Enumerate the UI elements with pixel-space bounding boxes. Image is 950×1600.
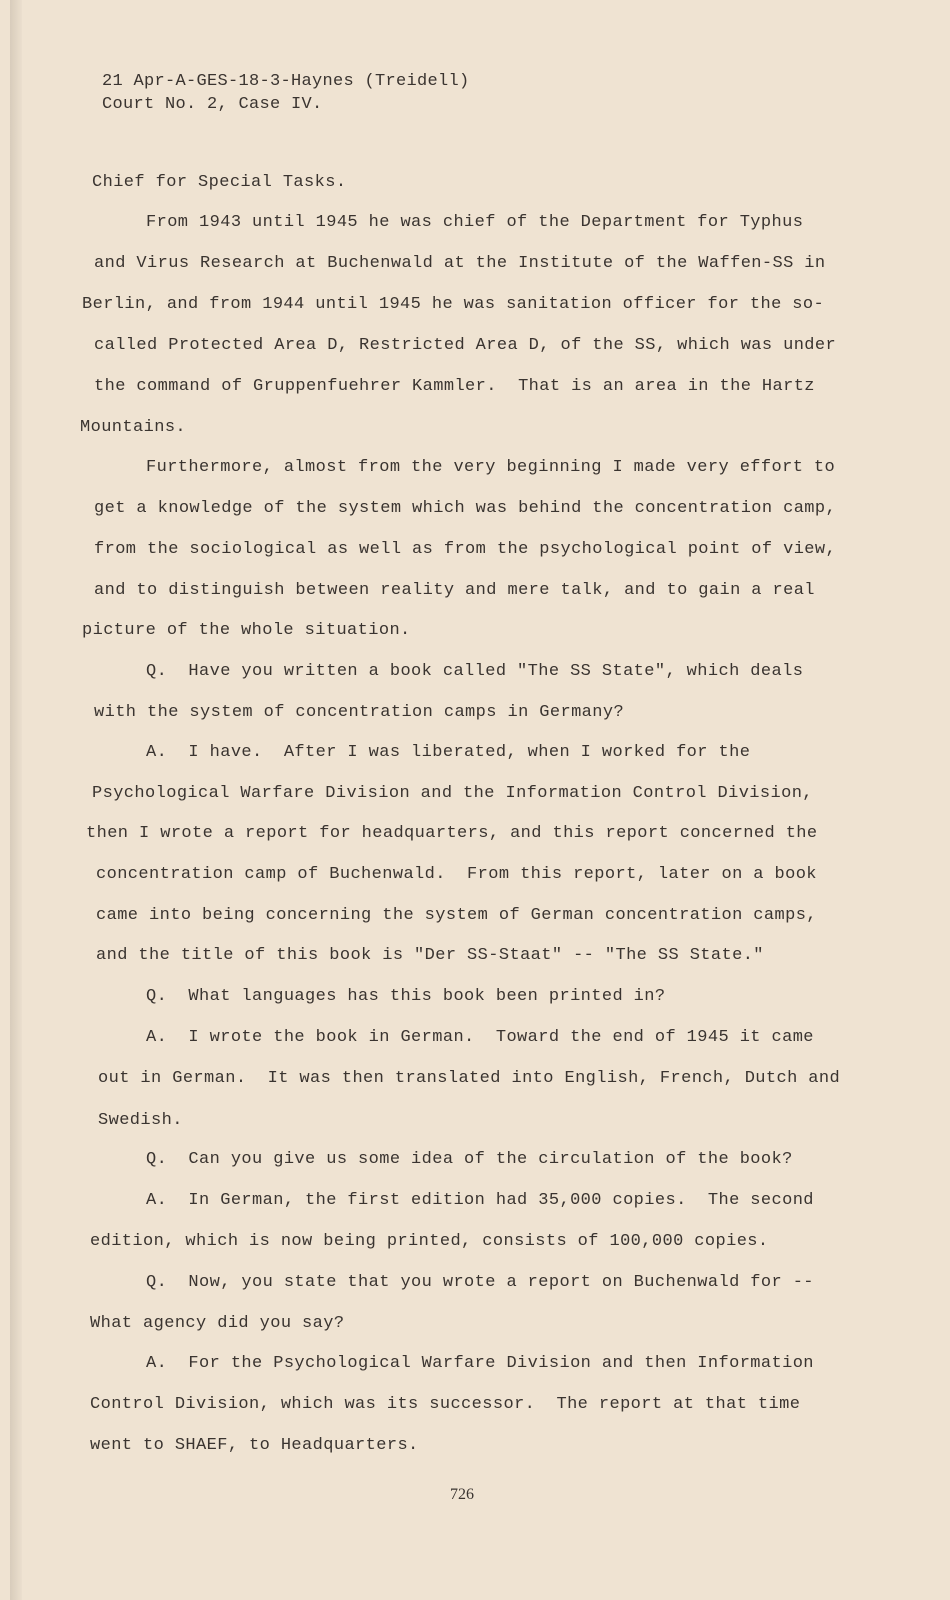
text-line: called Protected Area D, Restricted Area D, of the SS, which was under [94,336,837,355]
text-line: Q. Can you give us some idea of the circulation of the book? [146,1150,793,1169]
text-line: and the title of this book is "Der SS-Staat" -- "The SS State." [96,946,764,965]
text-line: Berlin, and from 1944 until 1945 he was sanitation officer for the so- [82,295,825,314]
header-line-1: 21 Apr-A-GES-18-3-Haynes (Treidell) [102,72,470,91]
text-line: get a knowledge of the system which was behind the concentration camp, [94,499,837,518]
document-header [102,70,470,116]
text-line: picture of the whole situation. [82,621,411,640]
text-line: the command of Gruppenfuehrer Kammler. That is an area in the Hartz [94,377,815,396]
text-line: edition, which is now being printed, consists of 100,000 copies. [90,1232,769,1251]
text-line: Q. Have you written a book called "The SS State", which deals [146,662,804,681]
text-line: with the system of concentration camps in Germany? [94,703,625,722]
text-line: Psychological Warfare Division and the Information Control Division, [92,784,813,803]
text-line: A. In German, the first edition had 35,000 copies. The second [146,1191,814,1210]
text-line: came into being concerning the system of German concentration camps, [96,906,817,925]
header-line-2: Court No. 2, Case IV. [102,95,323,114]
text-line: Chief for Special Tasks. [92,173,347,192]
text-line: concentration camp of Buchenwald. From this report, later on a book [96,865,817,884]
page-edge [10,0,22,1600]
text-line: out in German. It was then translated into English, French, Dutch and [98,1069,841,1088]
text-line: Control Division, which was its successor. The report at that time [90,1395,801,1414]
text-line: then I wrote a report for headquarters, and this report concerned the [86,824,818,843]
text-line: A. I have. After I was liberated, when I worked for the [146,743,751,762]
text-line: A. I wrote the book in German. Toward the end of 1945 it came [146,1028,814,1047]
document-page [10,0,950,1600]
text-line: Swedish. [98,1111,183,1130]
text-line: and Virus Research at Buchenwald at the Institute of the Waffen-SS in [94,254,826,273]
page-number: 726 [450,1486,474,1503]
text-line: and to distinguish between reality and mere talk, and to gain a real [94,581,815,600]
text-line: from the sociological as well as from the psychological point of view, [94,540,837,559]
text-line: From 1943 until 1945 he was chief of the Department for Typhus [146,213,804,232]
text-line: Mountains. [80,418,187,437]
text-line: Q. What languages has this book been printed in? [146,987,666,1006]
text-line: Q. Now, you state that you wrote a report on Buchenwald for -- [146,1273,814,1292]
text-line: Furthermore, almost from the very beginning I made very effort to [146,458,836,477]
text-line: went to SHAEF, to Headquarters. [90,1436,419,1455]
text-line: A. For the Psychological Warfare Division and then Information [146,1354,814,1373]
text-line: What agency did you say? [90,1314,345,1333]
